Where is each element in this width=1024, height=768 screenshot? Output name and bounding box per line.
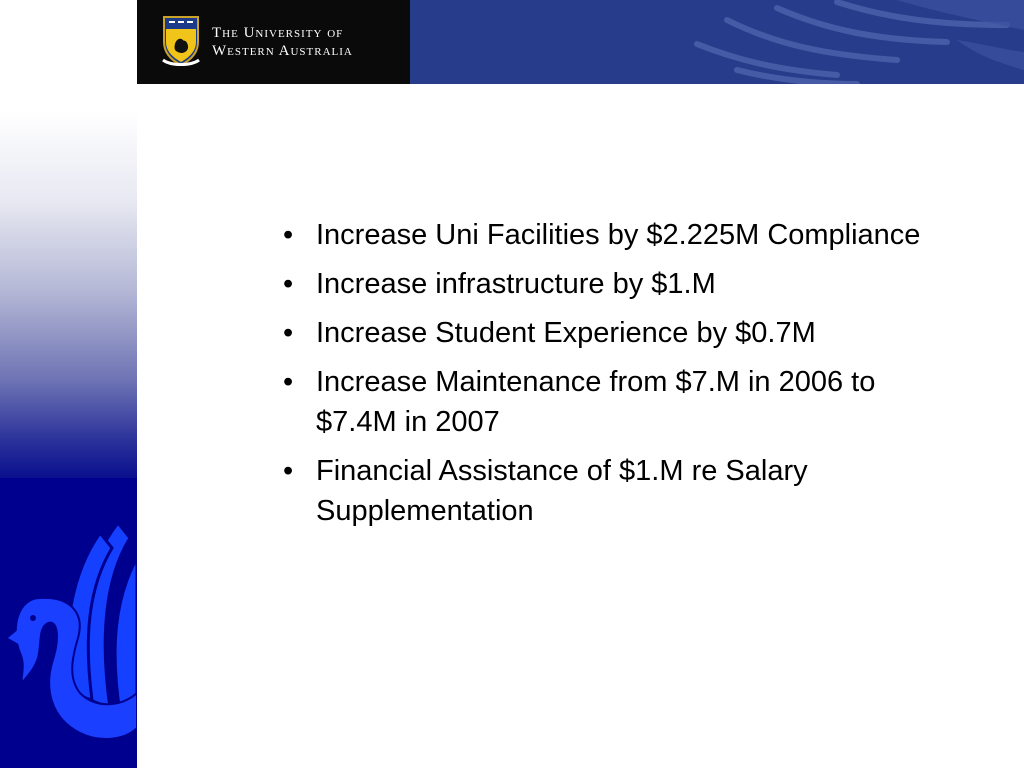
bullet-marker: •	[283, 366, 294, 398]
bullet-marker: •	[283, 317, 294, 349]
bullet-marker: •	[283, 455, 294, 487]
bullet-item	[283, 215, 936, 255]
bullet-item	[283, 313, 936, 353]
bullet-text: Financial Assistance of $1.M re Salary Supplementation	[316, 455, 808, 527]
bullet-item	[283, 362, 936, 442]
bullet-text: Increase infrastructure by $1.M	[316, 268, 716, 300]
university-name-line2: Western Australia	[212, 43, 353, 59]
bullet-item	[283, 451, 936, 531]
university-name-line1: The University of	[212, 25, 344, 41]
university-logo	[137, 0, 410, 84]
bullet-item	[283, 264, 936, 304]
bullet-text: Increase Maintenance from $7.M in 2006 to $7.4M in 2007	[316, 366, 876, 438]
university-name	[212, 24, 353, 60]
swan-icon	[0, 478, 137, 768]
bullet-list	[283, 215, 963, 540]
left-swan-panel	[0, 478, 137, 768]
bullet-text: Increase Student Experience by $0.7M	[316, 317, 816, 349]
bullet-marker: •	[283, 268, 294, 300]
uwa-crest-icon	[161, 14, 201, 68]
bullet-marker: •	[283, 219, 294, 251]
bullet-text: Increase Uni Facilities by $2.225M Compliance	[316, 219, 921, 251]
